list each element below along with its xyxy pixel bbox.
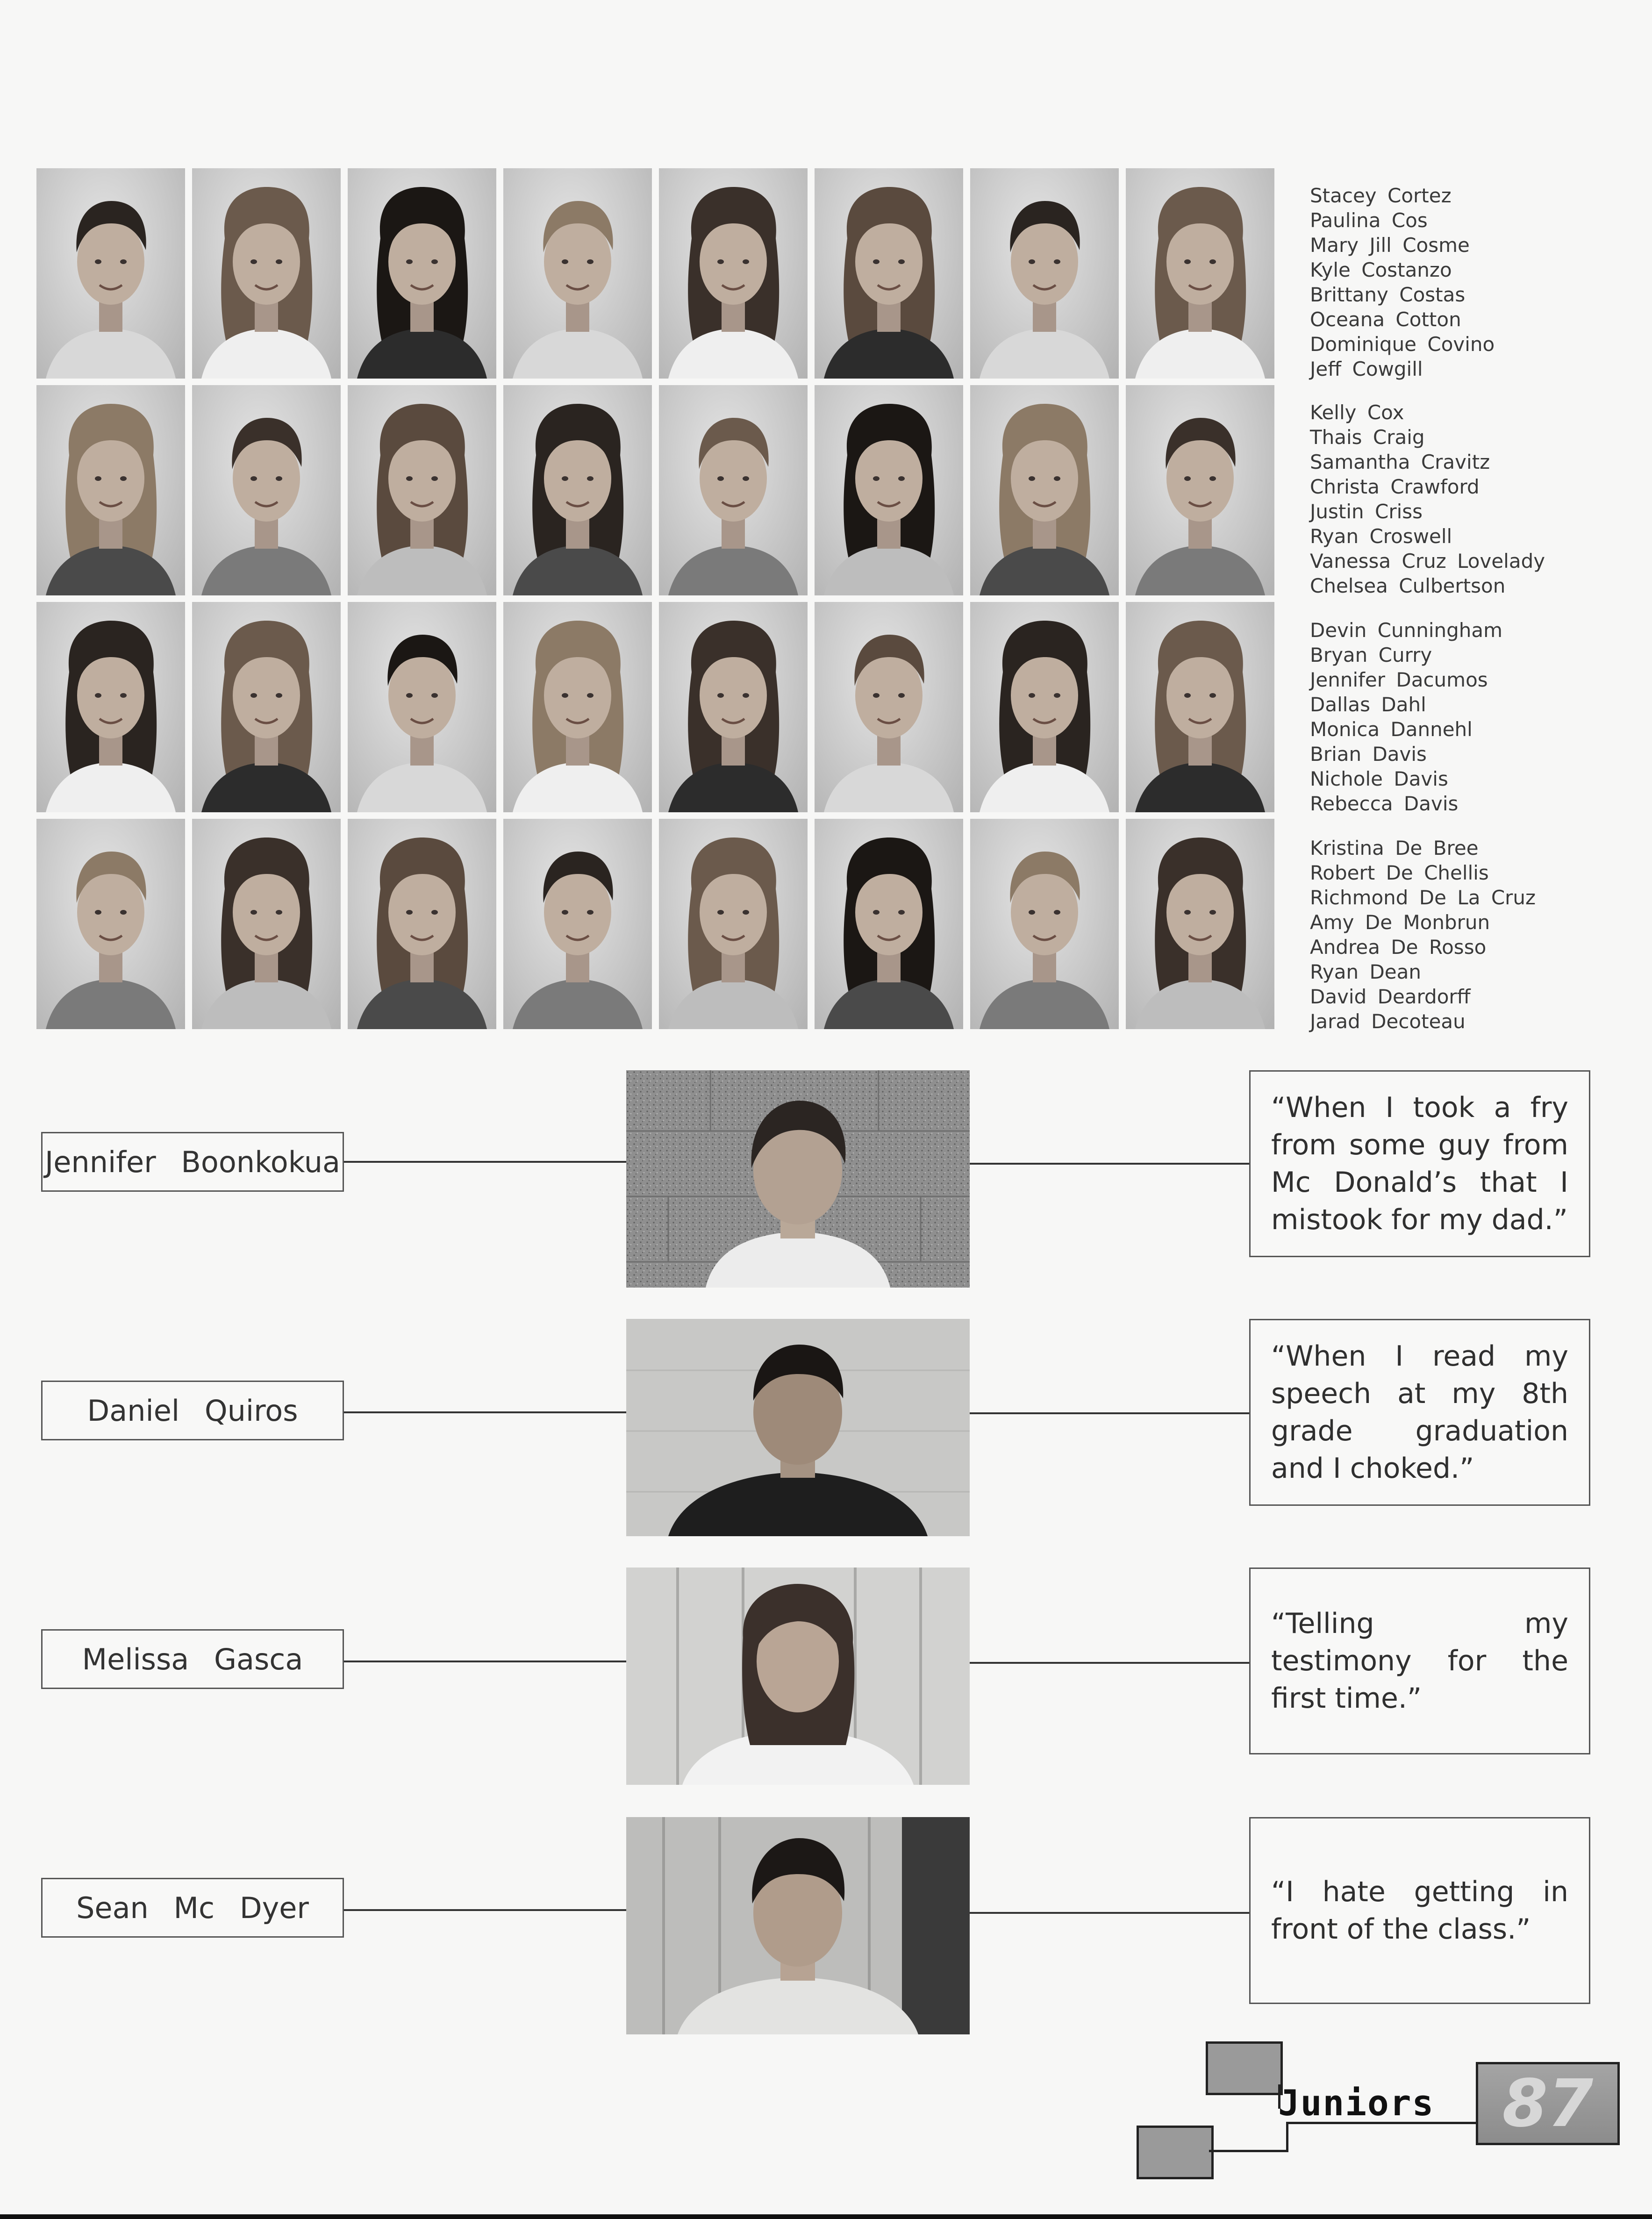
student-portrait: [503, 168, 652, 379]
name-list-item: Ryan Croswell: [1310, 525, 1452, 548]
featured-quote-box: [1249, 1319, 1590, 1506]
name-list-item: Amy De Monbrun: [1310, 911, 1490, 934]
student-portrait: [348, 168, 496, 379]
student-portrait: [503, 819, 652, 1029]
name-list-item: Monica Dannehl: [1310, 718, 1473, 741]
name-list-item: David Deardorff: [1310, 985, 1471, 1008]
decorative-square: [1137, 2126, 1214, 2179]
connector-line: [344, 1909, 626, 1911]
student-portrait: [659, 168, 808, 379]
portrait-grid: [36, 168, 1277, 1038]
featured-name-box: Sean Mc Dyer: [41, 1878, 344, 1938]
student-portrait: [659, 819, 808, 1029]
student-portrait: [659, 385, 808, 595]
featured-name-box: Melissa Gasca: [41, 1629, 344, 1689]
student-portrait: [970, 819, 1119, 1029]
connector-line: [344, 1661, 626, 1662]
connector-line: [970, 1163, 1249, 1165]
name-list-item: Kristina De Bree: [1310, 837, 1479, 859]
student-portrait: [36, 819, 185, 1029]
featured-quote: “When I took a fry from some guy from Mc Donald’s that I mistook for my dad.”: [1271, 1091, 1568, 1236]
student-portrait: [815, 168, 963, 379]
student-portrait: [1126, 819, 1274, 1029]
name-list-item: Richmond De La Cruz: [1310, 886, 1536, 909]
name-list-item: Robert De Chellis: [1310, 861, 1489, 884]
student-portrait: [192, 168, 341, 379]
connector-line: [970, 1412, 1249, 1414]
student-portrait: [36, 385, 185, 595]
name-list-item: Kelly Cox: [1310, 401, 1404, 424]
name-list-item: Jarad Decoteau: [1310, 1010, 1466, 1033]
name-list-item: Brian Davis: [1310, 743, 1427, 766]
student-portrait: [970, 602, 1119, 812]
name-list-row-4: [1310, 836, 1536, 1034]
name-list-item: Ryan Dean: [1310, 960, 1421, 983]
student-portrait: [348, 385, 496, 595]
student-portrait: [36, 602, 185, 812]
name-list-item: Vanessa Cruz Lovelady: [1310, 550, 1545, 573]
name-list-item: Dominique Covino: [1310, 333, 1495, 356]
student-portrait: [815, 385, 963, 595]
name-list-item: Samantha Cravitz: [1310, 451, 1490, 473]
student-portrait: [970, 168, 1119, 379]
featured-photo: [626, 1319, 970, 1536]
featured-photo: [626, 1070, 970, 1288]
name-list-item: Devin Cunningham: [1310, 619, 1503, 642]
name-list-item: Bryan Curry: [1310, 644, 1432, 666]
name-list-item: Justin Criss: [1310, 500, 1423, 523]
featured-photo: [626, 1817, 970, 2034]
student-portrait: [1126, 168, 1274, 379]
featured-name-box: Jennifer Boonkokua: [41, 1132, 344, 1192]
decorative-line: [1286, 2122, 1288, 2152]
student-portrait: [36, 168, 185, 379]
page-number: 87: [1476, 2062, 1620, 2145]
student-portrait: [1126, 385, 1274, 595]
name-list-item: Thais Craig: [1310, 426, 1425, 449]
name-list-row-2: [1310, 400, 1545, 598]
name-list-item: Stacey Cortez: [1310, 184, 1452, 207]
featured-quote: “When I read my speech at my 8th grade graduation and I choked.”: [1271, 1340, 1568, 1485]
name-list-item: Kyle Costanzo: [1310, 258, 1452, 281]
student-portrait: [192, 602, 341, 812]
student-portrait: [970, 385, 1119, 595]
connector-line: [344, 1411, 626, 1413]
decorative-line: [1209, 2150, 1288, 2152]
featured-quote-box: [1249, 1817, 1590, 2004]
student-portrait: [815, 602, 963, 812]
name-list-item: Rebecca Davis: [1310, 792, 1459, 815]
featured-quote: “Telling my testimony for the first time.”: [1271, 1607, 1568, 1715]
name-list-item: Oceana Cotton: [1310, 308, 1461, 331]
section-title: Juniors: [1278, 2082, 1435, 2124]
name-list-row-3: [1310, 618, 1502, 816]
student-portrait: [192, 385, 341, 595]
featured-name-box: Daniel Quiros: [41, 1381, 344, 1440]
featured-quote: “I hate getting in front of the class.”: [1271, 1875, 1568, 1946]
student-portrait: [1126, 602, 1274, 812]
name-list-row-1: [1310, 183, 1495, 381]
decorative-square: [1206, 2041, 1283, 2095]
student-portrait: [503, 602, 652, 812]
student-portrait: [348, 819, 496, 1029]
student-portrait: [503, 385, 652, 595]
name-list-item: Brittany Costas: [1310, 283, 1466, 306]
student-portrait: [348, 602, 496, 812]
featured-quote-box: [1249, 1070, 1590, 1257]
featured-photo: [626, 1568, 970, 1785]
connector-line: [344, 1161, 626, 1163]
name-list-item: Dallas Dahl: [1310, 693, 1426, 716]
student-portrait: [815, 819, 963, 1029]
student-portrait: [192, 819, 341, 1029]
student-portrait: [659, 602, 808, 812]
connector-line: [970, 1912, 1249, 1914]
name-list-item: Christa Crawford: [1310, 475, 1480, 498]
page-edge: [0, 2214, 1652, 2219]
name-list-item: Nichole Davis: [1310, 767, 1448, 790]
name-list-item: Paulina Cos: [1310, 209, 1428, 232]
featured-quote-box: [1249, 1568, 1590, 1754]
name-list-item: Chelsea Culbertson: [1310, 574, 1506, 597]
name-list-item: Jennifer Dacumos: [1310, 668, 1488, 691]
name-list-item: Mary Jill Cosme: [1310, 234, 1470, 257]
connector-line: [970, 1662, 1249, 1664]
name-list-item: Andrea De Rosso: [1310, 936, 1487, 959]
name-list-item: Jeff Cowgill: [1310, 358, 1423, 380]
